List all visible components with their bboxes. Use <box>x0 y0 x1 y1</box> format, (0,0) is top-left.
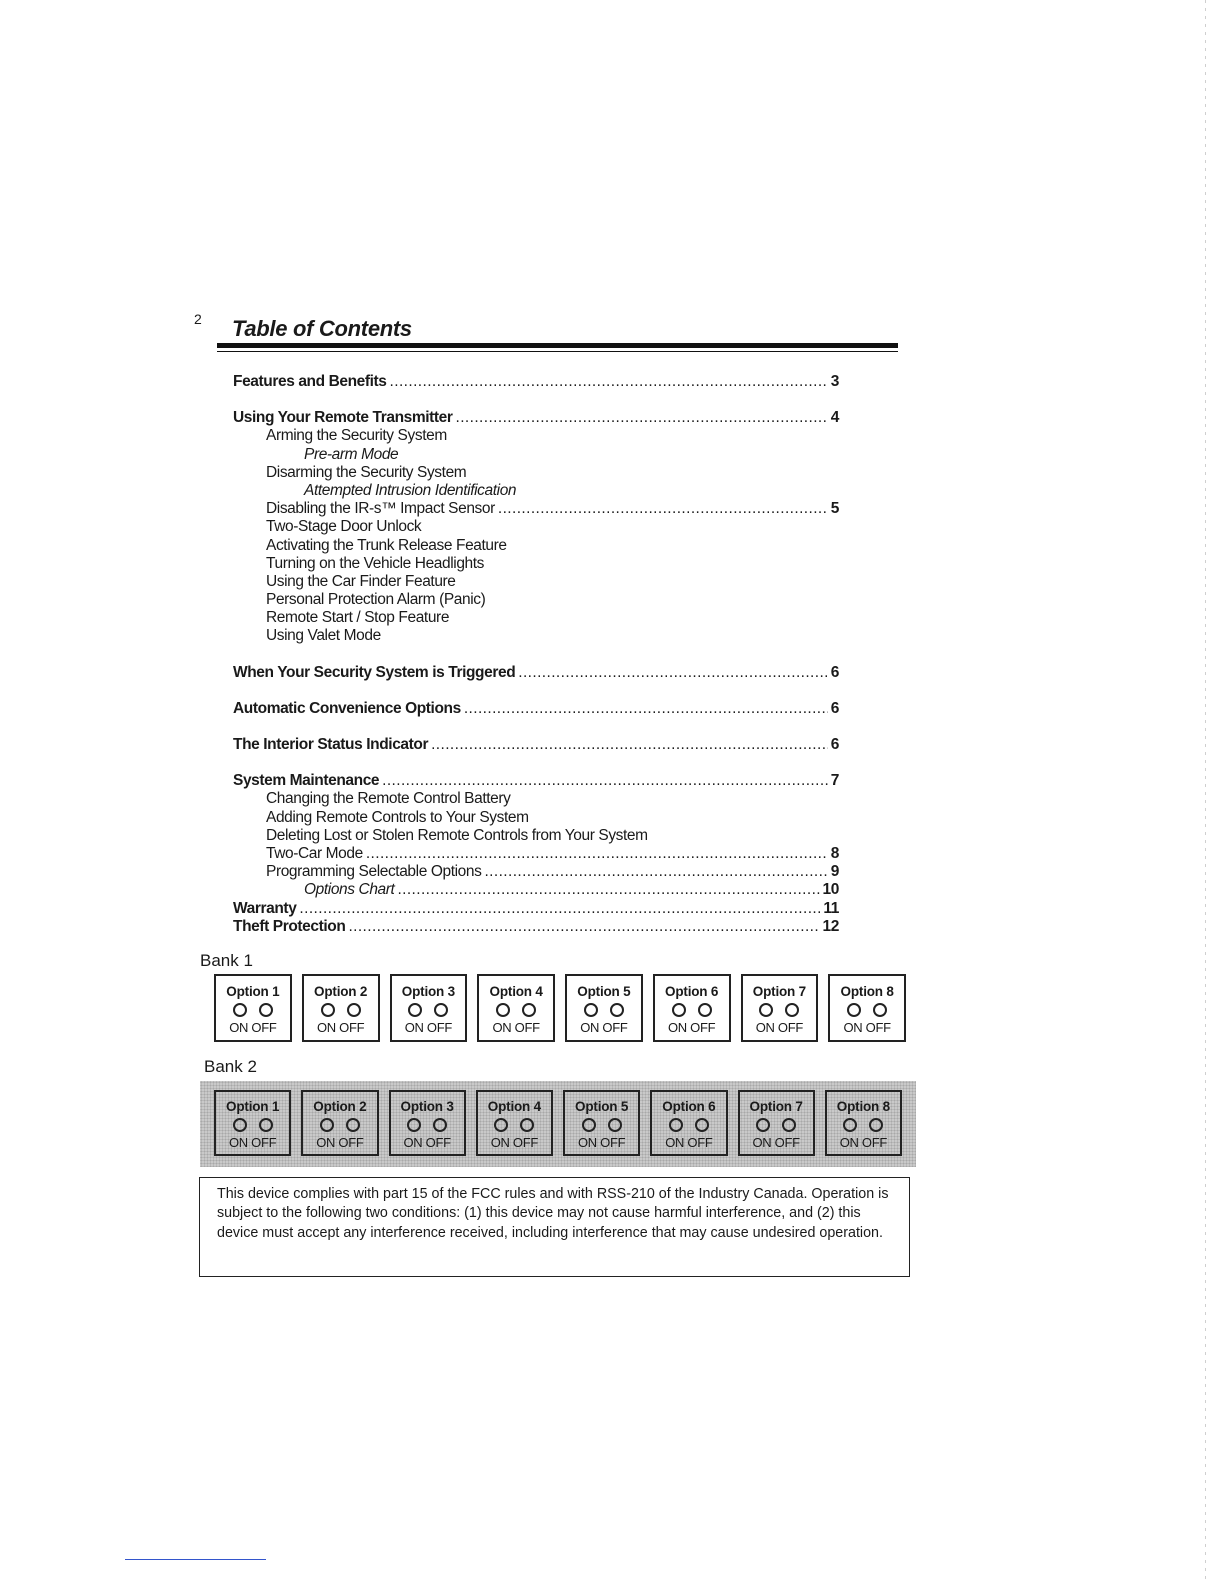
bank-1-label: Bank 1 <box>200 951 253 970</box>
toc-entry <box>233 537 839 555</box>
toc-entry-title: Options Chart <box>304 881 395 899</box>
toc-entry <box>233 518 839 536</box>
toc-entry-title: Disabling the IR-s™ Impact Sensor <box>266 500 495 518</box>
option-switch-box <box>738 1090 815 1156</box>
toc-entry-title: Remote Start / Stop Feature <box>266 609 450 627</box>
option-label: Option 3 <box>400 1098 454 1114</box>
toc-entry-title: Using Your Remote Transmitter <box>233 409 453 427</box>
toc-entry <box>233 555 839 573</box>
option-switch-box <box>301 1090 378 1156</box>
option-label: Option 2 <box>313 1098 367 1114</box>
toc-entry <box>233 809 839 827</box>
option-switch-box <box>390 974 468 1042</box>
on-off-label: ON OFF <box>580 1019 628 1035</box>
switch-off-circle-icon <box>873 1003 887 1017</box>
toc-entry <box>233 772 839 790</box>
toc-dot-leader <box>484 863 827 881</box>
table-of-contents <box>233 373 839 936</box>
toc-entry-page: 6 <box>830 663 839 681</box>
title-rule-thick <box>217 343 898 348</box>
toc-entry <box>233 500 839 518</box>
on-off-label: ON OFF <box>316 1134 364 1150</box>
switch-on-circle-icon <box>584 1003 598 1017</box>
toc-entry-page: 6 <box>830 699 839 717</box>
option-label: Option 7 <box>749 1098 803 1114</box>
switch-positions <box>407 1118 447 1132</box>
bank-2-options <box>200 1081 916 1167</box>
toc-entry <box>233 736 839 754</box>
toc-section <box>233 373 839 391</box>
switch-off-circle-icon <box>869 1118 883 1132</box>
toc-entry-page: 6 <box>830 736 839 753</box>
toc-entry <box>233 591 839 609</box>
toc-entry-title: Activating the Trunk Release Feature <box>266 536 507 554</box>
option-switch-box <box>565 974 643 1042</box>
toc-entry-title: Features and Benefits <box>233 373 387 390</box>
switch-off-circle-icon <box>520 1118 534 1132</box>
switch-off-circle-icon <box>782 1118 796 1132</box>
toc-entry-page: 3 <box>830 373 839 390</box>
option-label: Option 3 <box>401 983 455 999</box>
option-label: Option 5 <box>577 983 631 999</box>
bank-2-label: Bank 2 <box>204 1057 257 1076</box>
toc-entry <box>233 827 839 845</box>
toc-entry-title: Theft Protection <box>233 917 346 935</box>
switch-off-circle-icon <box>610 1003 624 1017</box>
toc-section <box>233 664 839 682</box>
toc-entry-title: Turning on the Vehicle Headlights <box>266 554 485 572</box>
toc-dot-leader <box>518 664 828 682</box>
switch-on-circle-icon <box>582 1118 596 1132</box>
toc-section <box>233 700 839 718</box>
switch-on-circle-icon <box>321 1003 335 1017</box>
on-off-label: ON OFF <box>403 1134 451 1150</box>
switch-positions <box>233 1003 273 1017</box>
toc-entry-title: System Maintenance <box>233 772 380 790</box>
toc-dot-leader <box>456 409 828 427</box>
toc-entry-title: Using the Car Finder Feature <box>266 572 456 590</box>
toc-entry <box>233 900 839 918</box>
switch-off-circle-icon <box>522 1003 536 1017</box>
on-off-label: ON OFF <box>667 1019 716 1035</box>
switch-off-circle-icon <box>259 1003 273 1017</box>
on-off-label: ON OFF <box>839 1134 888 1150</box>
switch-on-circle-icon <box>233 1118 247 1132</box>
toc-entry-page: 4 <box>830 409 839 427</box>
toc-entry-title: Adding Remote Controls to Your System <box>266 808 529 826</box>
option-label: Option 5 <box>575 1098 629 1114</box>
toc-entry-title: Warranty <box>233 899 297 917</box>
on-off-label: ON OFF <box>490 1134 539 1150</box>
switch-off-circle-icon <box>695 1118 709 1132</box>
title-rule-thin <box>217 351 898 352</box>
option-switch-box <box>741 974 819 1042</box>
option-switch-box <box>825 1090 902 1156</box>
switch-off-circle-icon <box>698 1003 712 1017</box>
toc-entry <box>233 918 839 936</box>
toc-dot-leader <box>299 900 820 918</box>
switch-positions <box>582 1118 622 1132</box>
toc-entry-page: 11 <box>823 899 839 917</box>
switch-on-circle-icon <box>496 1003 510 1017</box>
toc-entry-title: Changing the Remote Control Battery <box>266 790 511 808</box>
switch-positions <box>496 1003 536 1017</box>
switch-off-circle-icon <box>434 1003 448 1017</box>
toc-entry-title: Deleting Lost or Stolen Remote Controls from Your System <box>266 826 648 844</box>
switch-on-circle-icon <box>847 1003 861 1017</box>
toc-entry <box>233 609 839 627</box>
toc-entry-page: 8 <box>830 844 839 862</box>
toc-dot-leader <box>390 373 828 391</box>
toc-dot-leader <box>464 700 828 718</box>
switch-positions <box>843 1118 883 1132</box>
switch-off-circle-icon <box>433 1118 447 1132</box>
toc-entry <box>233 464 839 482</box>
switch-off-circle-icon <box>785 1003 799 1017</box>
switch-positions <box>233 1118 273 1132</box>
option-switch-box <box>653 974 731 1042</box>
switch-off-circle-icon <box>347 1003 361 1017</box>
page-title: Table of Contents <box>232 316 412 341</box>
toc-entry <box>233 409 839 427</box>
toc-entry-title: Pre-arm Mode <box>304 445 399 463</box>
on-off-label: ON OFF <box>577 1134 626 1150</box>
toc-entry-page: 9 <box>830 863 839 881</box>
switch-on-circle-icon <box>233 1003 247 1017</box>
toc-entry-title: The Interior Status Indicator <box>233 736 429 753</box>
toc-entry-page: 10 <box>822 881 839 899</box>
toc-entry-title: Programming Selectable Options <box>266 863 482 881</box>
switch-positions <box>320 1118 360 1132</box>
toc-entry <box>233 482 839 500</box>
toc-entry-title: Two-Stage Door Unlock <box>266 518 422 536</box>
on-off-label: ON OFF <box>755 1019 804 1035</box>
toc-dot-leader <box>366 845 828 863</box>
option-label: Option 6 <box>665 983 719 999</box>
switch-positions <box>669 1118 709 1132</box>
toc-entry-title: Disarming the Security System <box>266 463 467 481</box>
toc-entry-page: 7 <box>830 772 839 790</box>
toc-entry <box>233 863 839 881</box>
on-off-label: ON OFF <box>316 1019 365 1035</box>
option-label: Option 4 <box>487 1098 541 1114</box>
option-switch-box <box>389 1090 466 1156</box>
on-off-label: ON OFF <box>843 1019 891 1035</box>
option-label: Option 2 <box>314 983 368 999</box>
toc-dot-leader <box>382 772 828 790</box>
toc-entry <box>233 373 839 391</box>
switch-on-circle-icon <box>408 1003 422 1017</box>
option-label: Option 7 <box>752 983 806 999</box>
toc-section <box>233 736 839 754</box>
toc-entry <box>233 446 839 464</box>
option-label: Option 1 <box>226 1098 280 1114</box>
fcc-notice: This device complies with part 15 of the FCC rules and with RSS-210 of the Industry Canada. Operation is subject to the following two conditions: (1) this device may not cause harmful interference, and (2) this device must accept any interference received, including interference that may cause undesired operation. <box>199 1177 910 1277</box>
toc-entry <box>233 790 839 808</box>
toc-section <box>233 409 839 645</box>
switch-on-circle-icon <box>756 1118 770 1132</box>
option-switch-box <box>650 1090 727 1156</box>
switch-positions <box>847 1003 887 1017</box>
switch-positions <box>321 1003 361 1017</box>
switch-on-circle-icon <box>494 1118 508 1132</box>
toc-entry <box>233 664 839 682</box>
toc-entry <box>233 427 839 445</box>
on-off-label: ON OFF <box>492 1019 540 1035</box>
toc-entry <box>233 881 839 899</box>
toc-dot-leader <box>431 736 828 754</box>
toc-entry-title: Personal Protection Alarm (Panic) <box>266 591 486 609</box>
toc-entry-page: 12 <box>822 917 839 935</box>
toc-entry-title: Arming the Security System <box>266 427 447 445</box>
option-switch-box <box>302 974 380 1042</box>
switch-on-circle-icon <box>759 1003 773 1017</box>
option-label: Option 4 <box>489 983 543 999</box>
page-number: 2 <box>194 311 202 327</box>
switch-positions <box>756 1118 796 1132</box>
toc-entry-title: Two-Car Mode <box>266 844 363 862</box>
option-switch-box <box>214 1090 291 1156</box>
toc-entry-title: When Your Security System is Triggered <box>233 663 516 681</box>
bank-1-options <box>214 974 906 1042</box>
switch-on-circle-icon <box>672 1003 686 1017</box>
switch-off-circle-icon <box>259 1118 273 1132</box>
toc-entry <box>233 573 839 591</box>
on-off-label: ON OFF <box>228 1134 277 1150</box>
toc-entry <box>233 627 839 645</box>
on-off-label: ON OFF <box>752 1134 800 1150</box>
option-label: Option 8 <box>836 1098 890 1114</box>
stray-scan-line <box>125 1559 266 1560</box>
switch-on-circle-icon <box>320 1118 334 1132</box>
toc-dot-leader <box>498 500 828 518</box>
switch-on-circle-icon <box>407 1118 421 1132</box>
switch-positions <box>672 1003 712 1017</box>
page-edge-scan-mark <box>1205 0 1206 1584</box>
toc-entry-title: Automatic Convenience Options <box>233 699 461 717</box>
option-switch-box <box>214 974 292 1042</box>
toc-entry-page: 5 <box>830 500 839 518</box>
toc-dot-leader <box>348 918 819 936</box>
switch-off-circle-icon <box>608 1118 622 1132</box>
switch-on-circle-icon <box>843 1118 857 1132</box>
toc-entry-title: Using Valet Mode <box>266 627 381 645</box>
toc-entry-title: Attempted Intrusion Identification <box>304 481 517 499</box>
option-switch-box <box>477 974 555 1042</box>
option-switch-box <box>563 1090 640 1156</box>
switch-off-circle-icon <box>346 1118 360 1132</box>
toc-entry <box>233 845 839 863</box>
switch-positions <box>408 1003 448 1017</box>
switch-positions <box>494 1118 534 1132</box>
option-label: Option 1 <box>226 983 280 999</box>
on-off-label: ON OFF <box>229 1019 277 1035</box>
switch-positions <box>759 1003 799 1017</box>
option-label: Option 6 <box>662 1098 716 1114</box>
on-off-label: ON OFF <box>665 1134 713 1150</box>
toc-section <box>233 772 839 936</box>
option-switch-box <box>828 974 906 1042</box>
switch-on-circle-icon <box>669 1118 683 1132</box>
on-off-label: ON OFF <box>404 1019 453 1035</box>
option-switch-box <box>476 1090 553 1156</box>
toc-entry <box>233 700 839 718</box>
switch-positions <box>584 1003 624 1017</box>
toc-dot-leader <box>397 881 819 899</box>
option-label: Option 8 <box>840 983 894 999</box>
